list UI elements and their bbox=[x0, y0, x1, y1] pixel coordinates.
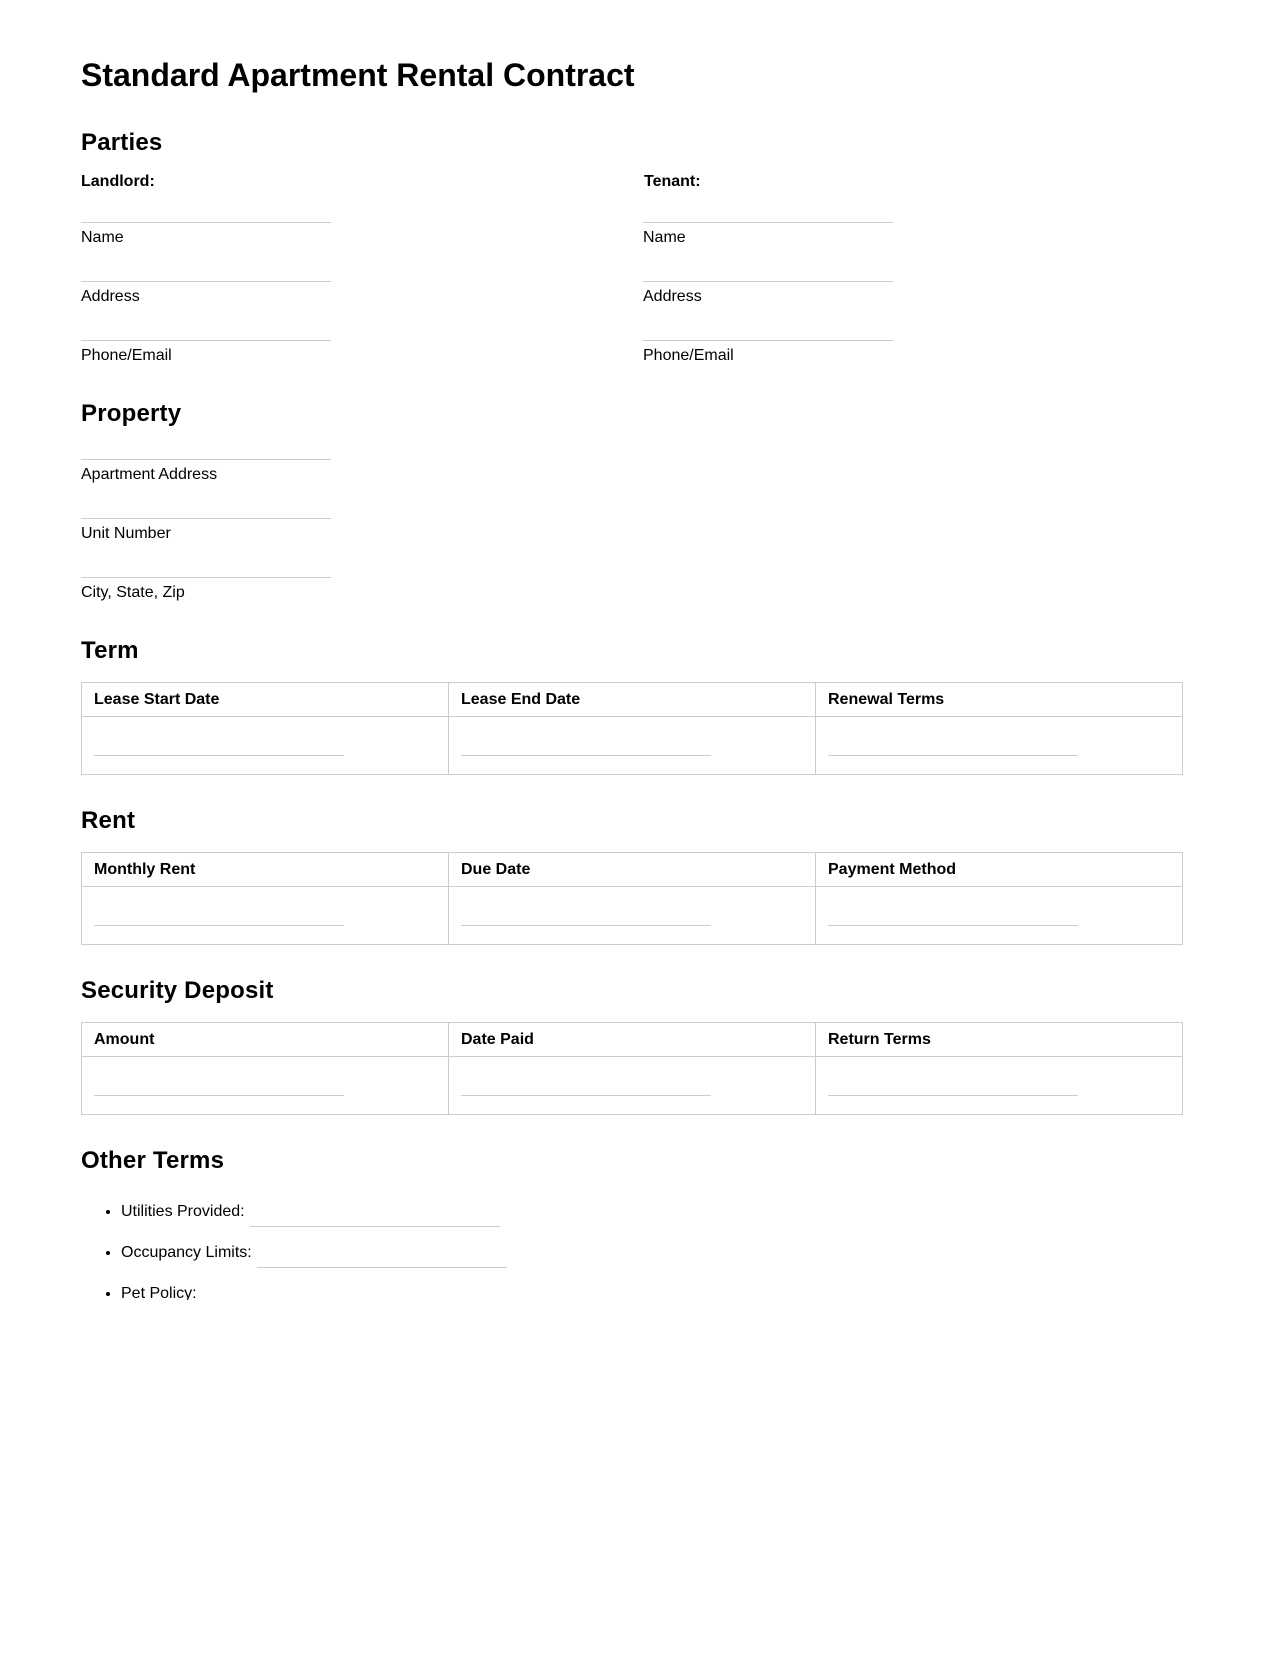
lease-end-date-cell[interactable] bbox=[449, 717, 816, 775]
tenant-name-field[interactable] bbox=[643, 222, 893, 247]
list-item bbox=[121, 1244, 507, 1285]
renewal-terms-cell[interactable] bbox=[816, 717, 1183, 775]
field-label: Phone/Email bbox=[81, 347, 172, 364]
unit-number-field[interactable] bbox=[81, 518, 331, 543]
section-heading-property: Property bbox=[81, 400, 182, 427]
signature-line[interactable] bbox=[643, 340, 893, 341]
field-label: Unit Number bbox=[81, 525, 171, 542]
signature-line[interactable] bbox=[643, 281, 893, 282]
field-label: Phone/Email bbox=[643, 347, 734, 364]
signature-line[interactable] bbox=[81, 222, 331, 223]
document-title: Standard Apartment Rental Contract bbox=[81, 57, 635, 93]
date-paid-cell[interactable] bbox=[449, 1057, 816, 1115]
section-heading-other-terms: Other Terms bbox=[81, 1147, 225, 1174]
table-row bbox=[82, 887, 1183, 945]
deposit-amount-cell[interactable] bbox=[82, 1057, 449, 1115]
signature-line[interactable] bbox=[81, 577, 331, 578]
table-header-row bbox=[82, 683, 1183, 717]
signature-line[interactable] bbox=[81, 281, 331, 282]
field-label: City, State, Zip bbox=[81, 584, 185, 601]
return-terms-cell[interactable] bbox=[816, 1057, 1183, 1115]
section-heading-term: Term bbox=[81, 637, 139, 664]
table-header-row bbox=[82, 1023, 1183, 1057]
field-label: Name bbox=[643, 229, 686, 246]
field-label: Address bbox=[643, 288, 702, 305]
signature-line[interactable] bbox=[828, 755, 1078, 756]
table-row bbox=[82, 1057, 1183, 1115]
signature-line[interactable] bbox=[94, 1095, 344, 1096]
section-heading-rent: Rent bbox=[81, 807, 136, 834]
tenant-address-field[interactable] bbox=[643, 281, 893, 306]
signature-line[interactable] bbox=[461, 1095, 711, 1096]
term-table bbox=[81, 682, 1183, 775]
signature-line[interactable] bbox=[828, 1095, 1078, 1096]
apartment-address-field[interactable] bbox=[81, 459, 331, 484]
city-state-zip-field[interactable] bbox=[81, 577, 331, 602]
column-header: Return Terms bbox=[816, 1023, 1183, 1057]
occupancy-field[interactable] bbox=[257, 1249, 507, 1268]
utilities-label: Utilities Provided: bbox=[121, 1203, 245, 1220]
other-terms-list bbox=[81, 1203, 507, 1300]
rent-table bbox=[81, 852, 1183, 945]
column-header: Date Paid bbox=[449, 1023, 816, 1057]
signature-line[interactable] bbox=[81, 518, 331, 519]
tenant-contact-field[interactable] bbox=[643, 340, 893, 365]
landlord-address-field[interactable] bbox=[81, 281, 331, 306]
tenant-label: Tenant: bbox=[644, 173, 701, 190]
signature-line[interactable] bbox=[94, 755, 344, 756]
signature-line[interactable] bbox=[828, 925, 1078, 926]
lease-start-date-cell[interactable] bbox=[82, 717, 449, 775]
field-label: Name bbox=[81, 229, 124, 246]
signature-line[interactable] bbox=[81, 459, 331, 460]
column-header: Payment Method bbox=[816, 853, 1183, 887]
signature-line[interactable] bbox=[643, 222, 893, 223]
list-item bbox=[121, 1203, 507, 1244]
landlord-contact-field[interactable] bbox=[81, 340, 331, 365]
security-deposit-table bbox=[81, 1022, 1183, 1115]
monthly-rent-cell[interactable] bbox=[82, 887, 449, 945]
list-item bbox=[121, 1285, 507, 1300]
payment-method-cell[interactable] bbox=[816, 887, 1183, 945]
column-header: Lease Start Date bbox=[82, 683, 449, 717]
column-header: Amount bbox=[82, 1023, 449, 1057]
table-header-row bbox=[82, 853, 1183, 887]
utilities-field[interactable] bbox=[250, 1208, 500, 1227]
column-header: Due Date bbox=[449, 853, 816, 887]
table-row bbox=[82, 717, 1183, 775]
pet-policy-label: Pet Policy: bbox=[121, 1285, 197, 1300]
signature-line[interactable] bbox=[461, 925, 711, 926]
signature-line[interactable] bbox=[461, 755, 711, 756]
column-header: Monthly Rent bbox=[82, 853, 449, 887]
section-heading-security-deposit: Security Deposit bbox=[81, 977, 274, 1004]
landlord-name-field[interactable] bbox=[81, 222, 331, 247]
occupancy-label: Occupancy Limits: bbox=[121, 1244, 252, 1261]
column-header: Renewal Terms bbox=[816, 683, 1183, 717]
section-heading-parties: Parties bbox=[81, 129, 163, 156]
field-label: Address bbox=[81, 288, 140, 305]
signature-line[interactable] bbox=[81, 340, 331, 341]
field-label: Apartment Address bbox=[81, 466, 218, 483]
due-date-cell[interactable] bbox=[449, 887, 816, 945]
column-header: Lease End Date bbox=[449, 683, 816, 717]
signature-line[interactable] bbox=[94, 925, 344, 926]
landlord-label: Landlord: bbox=[81, 173, 155, 190]
